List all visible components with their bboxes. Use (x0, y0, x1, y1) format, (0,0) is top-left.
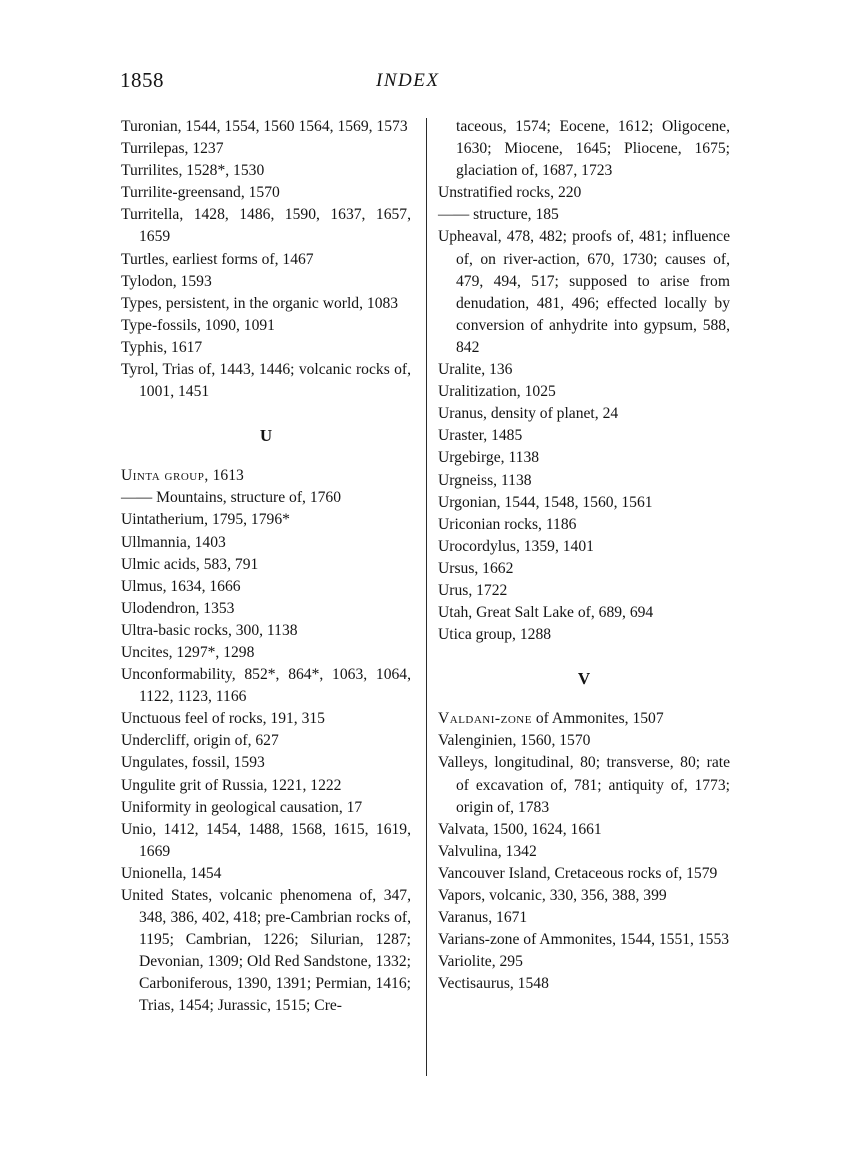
index-entry: Urgonian, 1544, 1548, 1560, 1561 (438, 493, 653, 511)
index-entry: Variolite, 295 (438, 953, 523, 971)
running-head: INDEX (376, 70, 440, 91)
index-entry: Turonian, 1544, 1554, 1560 1564, 1569, 1573 (121, 118, 408, 135)
index-entry: Turrilite-greensand, 1570 (121, 184, 280, 202)
index-entry: Vapors, volcanic, 330, 356, 388, 399 (438, 887, 667, 904)
index-entry: Uriconian rocks, 1186 (438, 515, 577, 533)
index-entry: Unstratified rocks, 220 (438, 184, 582, 202)
index-entry: Vectisaurus, 1548 (438, 975, 549, 993)
index-entry: Varians-zone of Ammonites, 1544, 1551, 1553 (438, 931, 730, 949)
index-entry: Ungulates, fossil, 1593 (121, 754, 265, 772)
entry-rest: of Ammonites, 1507 (531, 710, 664, 728)
index-entry: Ulmic acids, 583, 791 (121, 555, 259, 573)
index-entry: Uralitization, 1025 (438, 383, 556, 401)
page-number: 1858 (120, 68, 164, 92)
index-entry: Typhis, 1617 (121, 338, 203, 356)
index-entry: Types, persistent, in the organic world, 1083 (121, 294, 399, 312)
index-entry: Uralite, 136 (438, 361, 513, 379)
index-entry: Ungulite grit of Russia, 1221, 1222 (121, 776, 342, 794)
index-entry: Tyrol, Trias of, 1443, 1446; volcanic rocks of, 1001, 1451 (121, 361, 411, 401)
index-entry: Vancouver Island, Cretaceous rocks of, 1579 (438, 864, 718, 882)
index-column-right (438, 116, 730, 995)
index-entry: Uncites, 1297*, 1298 (121, 643, 255, 661)
index-entry: Unctuous feel of rocks, 191, 315 (121, 710, 325, 728)
index-entry: Unconformability, 852*, 864*, 1063, 1064, 1122, 1123, 1166 (121, 666, 411, 706)
entry-head-smallcaps: Valdani-zone (438, 710, 532, 728)
index-entry: Ursus, 1662 (438, 559, 514, 577)
index-entry: Turtles, earliest forms of, 1467 (121, 250, 314, 268)
index-entry: Turritella, 1428, 1486, 1590, 1637, 1657, 1659 (121, 206, 411, 246)
index-entry: Varanus, 1671 (438, 909, 528, 927)
index-entry (438, 708, 730, 730)
index-entry: Unionella, 1454 (121, 864, 222, 882)
index-entry (121, 465, 411, 487)
index-entry: Valleys, longitudinal, 80; transverse, 80; rate of excavation of, 781; antiquity of, 1773; origin of, 1783 (438, 754, 730, 816)
index-entry: Valenginien, 1560, 1570 (438, 732, 591, 750)
index-entry: Utah, Great Salt Lake of, 689, 694 (438, 604, 654, 622)
section-letter: V (577, 669, 591, 689)
index-entry: —— structure, 185 (438, 206, 559, 224)
index-entry: Ulmus, 1634, 1666 (121, 577, 241, 595)
index-entry: Urgebirge, 1138 (438, 449, 540, 467)
section-letter: U (259, 426, 273, 446)
column-divider (426, 118, 427, 1076)
index-entry: Uniformity in geological causation, 17 (121, 798, 363, 816)
index-entry: Upheaval, 478, 482; proofs of, 481; influence of, on river-action, 670, 1730; causes of, 479, 494, 517; supposed to arise from denudation, 481, 496; effected locally by conversion of anhydrite into gypsum, 588, 842 (438, 228, 730, 356)
index-entry: Uraster, 1485 (438, 427, 523, 445)
entry-rest: 1613 (208, 467, 244, 485)
index-entry: Undercliff, origin of, 627 (121, 732, 279, 750)
index-entry: Ultra-basic rocks, 300, 1138 (121, 621, 298, 639)
index-entry: Urgneiss, 1138 (438, 471, 532, 489)
index-entry: Valvulina, 1342 (438, 842, 537, 860)
index-entry: Type-fossils, 1090, 1091 (121, 316, 275, 334)
index-entry: Valvata, 1500, 1624, 1661 (438, 820, 602, 838)
index-entry: Unio, 1412, 1454, 1488, 1568, 1615, 1619, 1669 (121, 820, 411, 860)
index-entry: Ullmannia, 1403 (121, 533, 226, 551)
index-entry: Urocordylus, 1359, 1401 (438, 537, 594, 555)
index-entry: Turrilites, 1528*, 1530 (121, 162, 265, 180)
index-entry: United States, volcanic phenomena of, 347, 348, 386, 402, 418; pre-Cambrian rocks of, 1195; Cambrian, 1226; Silurian, 1287; Devonian, 1309; Old Red Sandstone, 1332; Carboniferous, 1390, 1391; Permian, 1416; Trias, 1454; Jurassic, 1515; Cre- (121, 887, 411, 1015)
index-entry: Urus, 1722 (438, 581, 508, 599)
index-entry: Uranus, density of planet, 24 (438, 405, 619, 423)
index-entry: Uintatherium, 1795, 1796* (121, 511, 290, 529)
index-entry: Tylodon, 1593 (121, 272, 212, 290)
index-entry: taceous, 1574; Eocene, 1612; Oligocene, 1630; Miocene, 1645; Pliocene, 1675; glaciation of, 1687, 1723 (456, 118, 730, 180)
index-entry: Ulodendron, 1353 (121, 599, 235, 617)
index-entry: Turrilepas, 1237 (121, 140, 224, 158)
index-column-left (121, 116, 411, 1018)
index-entry: —— Mountains, structure of, 1760 (121, 489, 342, 507)
index-entry: Utica group, 1288 (438, 626, 552, 644)
entry-head-smallcaps: Uinta group, (121, 467, 209, 485)
